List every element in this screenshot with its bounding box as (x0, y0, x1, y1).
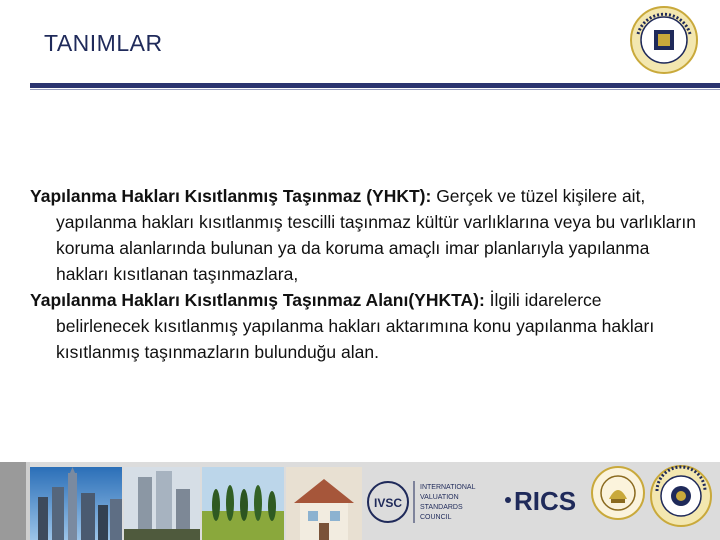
ivsc-line-3: STANDARDS (420, 504, 463, 511)
definition-term: Yapılanma Hakları Kısıtlanmış Taşınmaz Alanı(YHKTA): (30, 290, 485, 310)
ivsc-logo (366, 477, 496, 527)
definition-text: İlgili idarelerce belirlenecek kısıtlanmış yapılanma hakları aktarımına konu yapılanma hakları kısıtlanmış taşınmazların bulunduğu alan. (56, 290, 655, 362)
ivsc-line-1: INTERNATIONAL (420, 484, 476, 491)
definition-yhkt (30, 183, 698, 287)
header-rule-accent (30, 89, 720, 90)
definition-yhkta (30, 287, 698, 365)
footer-left-strip (0, 462, 26, 540)
slide-title: TANIMLAR (44, 30, 163, 56)
definitions-body (30, 183, 698, 365)
university-seal-logo (628, 4, 700, 76)
header-rule (30, 83, 720, 88)
landscape-trees-photo (202, 467, 284, 540)
definition-text: Gerçek ve tüzel kişilere ait, yapılanma hakları kısıtlanmış tescilli taşınmaz kültür varlıklarına veya bu varlıkların koruma alanlarında bulunan ya da koruma amaçlı imar planlarıyla yapılanma hakları kısıtlanan taşınmazlara, (56, 186, 696, 284)
ivsc-mark: IVSC (373, 496, 403, 510)
rics-mark: RICS (514, 486, 577, 516)
turkish-seal-logo (589, 463, 647, 523)
ivsc-line-4: COUNCIL (420, 514, 452, 521)
ivsc-line-2: VALUATION (420, 494, 459, 501)
house-interior-photo (286, 467, 362, 540)
rics-logo (500, 480, 585, 520)
university-seal-footer-logo (648, 463, 714, 529)
modern-towers-photo (124, 467, 200, 540)
city-skyline-photo (30, 467, 122, 540)
definition-term: Yapılanma Hakları Kısıtlanmış Taşınmaz (YHKT): (30, 186, 432, 206)
